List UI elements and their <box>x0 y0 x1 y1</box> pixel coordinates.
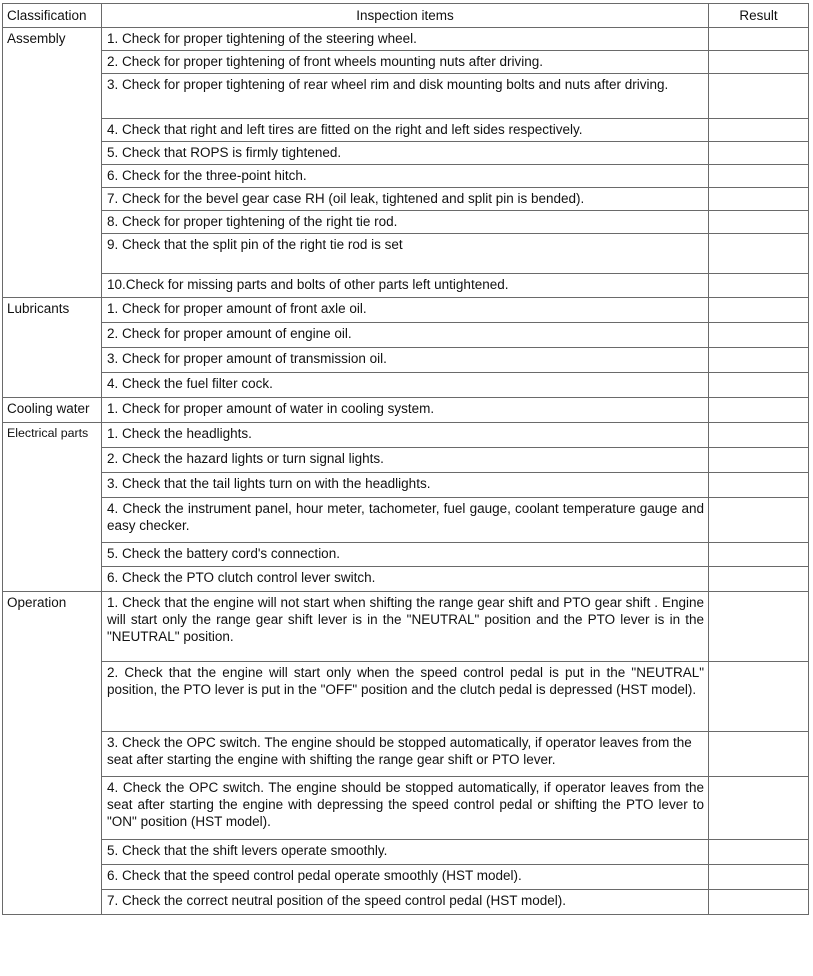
table-row <box>3 567 809 592</box>
result-cell[interactable] <box>709 348 809 373</box>
classification-cell: Lubricants <box>3 298 102 398</box>
inspection-item-cell: 4. Check the fuel filter cock. <box>102 373 709 398</box>
inspection-item-cell: 2. Check for proper tightening of front wheels mounting nuts after driving. <box>102 51 709 74</box>
table-row <box>3 165 809 188</box>
result-cell[interactable] <box>709 865 809 890</box>
inspection-item-cell: 4. Check that right and left tires are fitted on the right and left sides respectively. <box>102 119 709 142</box>
table-row <box>3 473 809 498</box>
table-row <box>3 211 809 234</box>
result-cell[interactable] <box>709 567 809 592</box>
inspection-item-cell: 4. Check the OPC switch. The engine should be stopped automatically, if operator leaves from the seat after starting the engine with depressing the speed control pedal or shifting the PTO lever to "ON" position (HST model). <box>102 777 709 840</box>
inspection-item-cell: 2. Check for proper amount of engine oil. <box>102 323 709 348</box>
result-cell[interactable] <box>709 373 809 398</box>
table-row <box>3 51 809 74</box>
table-row <box>3 840 809 865</box>
table-row <box>3 142 809 165</box>
table-row <box>3 398 809 423</box>
result-cell[interactable] <box>709 211 809 234</box>
inspection-item-cell: 5. Check that ROPS is firmly tightened. <box>102 142 709 165</box>
inspection-item-cell: 8. Check for proper tightening of the right tie rod. <box>102 211 709 234</box>
result-cell[interactable] <box>709 28 809 51</box>
inspection-item-cell: 1. Check for proper amount of front axle oil. <box>102 298 709 323</box>
result-cell[interactable] <box>709 274 809 298</box>
result-cell[interactable] <box>709 398 809 423</box>
inspection-item-cell: 1. Check that the engine will not start when shifting the range gear shift and PTO gear shift . Engine will start only the range gear shift lever is in the "NEUTRAL" position and the PTO lever is in the "NEUTRAL" position. <box>102 592 709 662</box>
table-row <box>3 373 809 398</box>
inspection-item-cell: 3. Check the OPC switch. The engine should be stopped automatically, if operator leaves from the seat after starting the engine with shifting the range gear shift or PTO lever. <box>102 732 709 777</box>
table-row <box>3 543 809 567</box>
result-cell[interactable] <box>709 448 809 473</box>
table-row <box>3 298 809 323</box>
inspection-item-cell: 2. Check the hazard lights or turn signal lights. <box>102 448 709 473</box>
header-result: Result <box>709 4 809 28</box>
inspection-item-cell: 7. Check the correct neutral position of the speed control pedal (HST model). <box>102 890 709 915</box>
inspection-item-cell: 3. Check for proper tightening of rear wheel rim and disk mounting bolts and nuts after driving. <box>102 74 709 119</box>
table-row <box>3 865 809 890</box>
inspection-item-cell: 7. Check for the bevel gear case RH (oil leak, tightened and split pin is bended). <box>102 188 709 211</box>
result-cell[interactable] <box>709 51 809 74</box>
result-cell[interactable] <box>709 234 809 274</box>
table-body <box>3 28 809 915</box>
result-cell[interactable] <box>709 498 809 543</box>
inspection-item-cell: 10.Check for missing parts and bolts of other parts left untightened. <box>102 274 709 298</box>
inspection-item-cell: 1. Check for proper tightening of the steering wheel. <box>102 28 709 51</box>
table-row <box>3 274 809 298</box>
inspection-item-cell: 5. Check that the shift levers operate smoothly. <box>102 840 709 865</box>
header-classification: Classification <box>3 4 102 28</box>
table-row <box>3 119 809 142</box>
result-cell[interactable] <box>709 142 809 165</box>
table-row <box>3 348 809 373</box>
result-cell[interactable] <box>709 777 809 840</box>
classification-cell: Assembly <box>3 28 102 298</box>
inspection-item-cell: 2. Check that the engine will start only when the speed control pedal is put in the "NEUTRAL" position, the PTO lever is put in the "OFF" position and the clutch pedal is depressed (HST model). <box>102 662 709 732</box>
result-cell[interactable] <box>709 423 809 448</box>
table-row <box>3 423 809 448</box>
table-row <box>3 498 809 543</box>
classification-cell: Electrical parts <box>3 423 102 592</box>
inspection-item-cell: 6. Check the PTO clutch control lever switch. <box>102 567 709 592</box>
header-row <box>3 4 809 28</box>
inspection-item-cell: 1. Check for proper amount of water in cooling system. <box>102 398 709 423</box>
table-row <box>3 323 809 348</box>
result-cell[interactable] <box>709 592 809 662</box>
classification-cell: Operation <box>3 592 102 915</box>
result-cell[interactable] <box>709 188 809 211</box>
result-cell[interactable] <box>709 165 809 188</box>
table-row <box>3 890 809 915</box>
result-cell[interactable] <box>709 298 809 323</box>
table-row <box>3 28 809 51</box>
inspection-item-cell: 4. Check the instrument panel, hour meter, tachometer, fuel gauge, coolant temperature gauge and easy checker. <box>102 498 709 543</box>
classification-cell: Cooling water <box>3 398 102 423</box>
result-cell[interactable] <box>709 119 809 142</box>
table-row <box>3 662 809 732</box>
result-cell[interactable] <box>709 662 809 732</box>
inspection-item-cell: 3. Check for proper amount of transmission oil. <box>102 348 709 373</box>
inspection-item-cell: 6. Check for the three-point hitch. <box>102 165 709 188</box>
result-cell[interactable] <box>709 840 809 865</box>
inspection-item-cell: 6. Check that the speed control pedal operate smoothly (HST model). <box>102 865 709 890</box>
header-inspection-items: Inspection items <box>102 4 709 28</box>
table-row <box>3 234 809 274</box>
inspection-item-cell: 9. Check that the split pin of the right tie rod is set <box>102 234 709 274</box>
result-cell[interactable] <box>709 890 809 915</box>
table-row <box>3 732 809 777</box>
result-cell[interactable] <box>709 732 809 777</box>
table-row <box>3 592 809 662</box>
inspection-table <box>2 3 809 915</box>
table-row <box>3 188 809 211</box>
table-row <box>3 448 809 473</box>
inspection-item-cell: 1. Check the headlights. <box>102 423 709 448</box>
table-row <box>3 74 809 119</box>
result-cell[interactable] <box>709 323 809 348</box>
result-cell[interactable] <box>709 543 809 567</box>
table-row <box>3 777 809 840</box>
inspection-item-cell: 3. Check that the tail lights turn on with the headlights. <box>102 473 709 498</box>
inspection-item-cell: 5. Check the battery cord's connection. <box>102 543 709 567</box>
result-cell[interactable] <box>709 473 809 498</box>
result-cell[interactable] <box>709 74 809 119</box>
